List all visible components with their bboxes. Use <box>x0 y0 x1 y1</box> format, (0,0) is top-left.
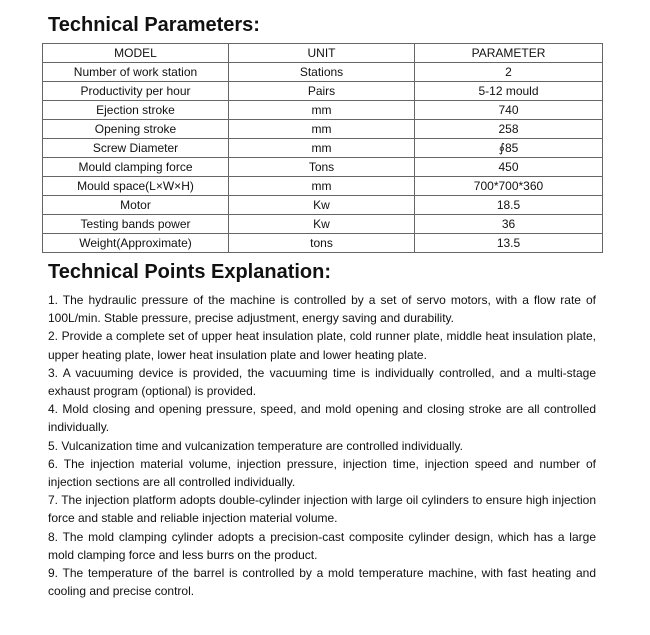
technical-points-list <box>48 291 596 600</box>
cell-parameter: ∮85 <box>415 139 603 158</box>
cell-model: Screw Diameter <box>43 139 229 158</box>
technical-point: 7. The injection platform adopts double-cylinder injection with large oil cylinders to ensure high injection force and stable and reliable injection material volume. <box>48 493 596 526</box>
cell-parameter: 18.5 <box>415 196 603 215</box>
cell-parameter: 2 <box>415 63 603 82</box>
technical-parameters-table <box>42 43 603 253</box>
header-model: MODEL <box>43 44 229 63</box>
cell-unit: mm <box>229 177 415 196</box>
header-parameter: PARAMETER <box>415 44 603 63</box>
cell-model: Testing bands power <box>43 215 229 234</box>
cell-model: Ejection stroke <box>43 101 229 120</box>
cell-unit: Kw <box>229 196 415 215</box>
table-row <box>43 63 603 82</box>
cell-unit: Pairs <box>229 82 415 101</box>
technical-point: 5. Vulcanization time and vulcanization temperature are controlled individually. <box>48 438 463 453</box>
table-row <box>43 215 603 234</box>
cell-unit: mm <box>229 101 415 120</box>
technical-point: 3. A vacuuming device is provided, the vacuuming time is individually controlled, and a multi-stage exhaust program (optional) is provided. <box>48 365 596 399</box>
cell-parameter: 13.5 <box>415 234 603 253</box>
cell-unit: Kw <box>229 215 415 234</box>
cell-parameter: 740 <box>415 101 603 120</box>
cell-model: Weight(Approximate) <box>43 234 229 253</box>
table-row <box>43 177 603 196</box>
table-row <box>43 101 603 120</box>
cell-model: Mould space(L×W×H) <box>43 177 229 196</box>
cell-unit: Stations <box>229 63 415 82</box>
cell-model: Number of work station <box>43 63 229 82</box>
cell-parameter: 36 <box>415 215 603 234</box>
cell-parameter: 258 <box>415 120 603 139</box>
table-row <box>43 120 603 139</box>
table-row <box>43 158 603 177</box>
cell-model: Opening stroke <box>43 120 229 139</box>
cell-unit: mm <box>229 120 415 139</box>
table-row <box>43 196 603 215</box>
cell-parameter: 700*700*360 <box>415 177 603 196</box>
cell-parameter: 450 <box>415 158 603 177</box>
technical-parameters-heading: Technical Parameters: <box>48 14 260 36</box>
cell-model: Productivity per hour <box>43 82 229 101</box>
technical-point: 1. The hydraulic pressure of the machine is controlled by a set of servo motors, with a flow rate of 100L/min. Stable pressure, precise adjustment, energy saving and durability. <box>48 293 596 326</box>
table-row <box>43 82 603 101</box>
table-row <box>43 234 603 253</box>
technical-point: 2. Provide a complete set of upper heat insulation plate, cold runner plate, middle heat insulation plate, upper heating plate, lower heat insulation plate and lower heating plate. <box>48 329 596 362</box>
cell-unit: tons <box>229 234 415 253</box>
table-row <box>43 139 603 158</box>
technical-point: 4. Mold closing and opening pressure, speed, and mold opening and closing stroke are all controlled individually. <box>48 402 596 435</box>
technical-point: 9. The temperature of the barrel is controlled by a mold temperature machine, with fast heating and cooling and precise control. <box>48 566 596 599</box>
cell-model: Motor <box>43 196 229 215</box>
cell-unit: mm <box>229 139 415 158</box>
cell-model: Mould clamping force <box>43 158 229 177</box>
technical-point: 8. The mold clamping cylinder adopts a precision-cast composite cylinder design, which has a large mold clamping force and less burrs on the product. <box>48 529 596 562</box>
cell-unit: Tons <box>229 158 415 177</box>
technical-point: 6. The injection material volume, injection pressure, injection time, injection speed and number of injection sections are all controlled individually. <box>48 456 596 490</box>
technical-points-heading: Technical Points Explanation: <box>48 261 332 283</box>
cell-parameter: 5-12 mould <box>415 82 603 101</box>
table-header-row <box>43 44 603 63</box>
header-unit: UNIT <box>229 44 415 63</box>
